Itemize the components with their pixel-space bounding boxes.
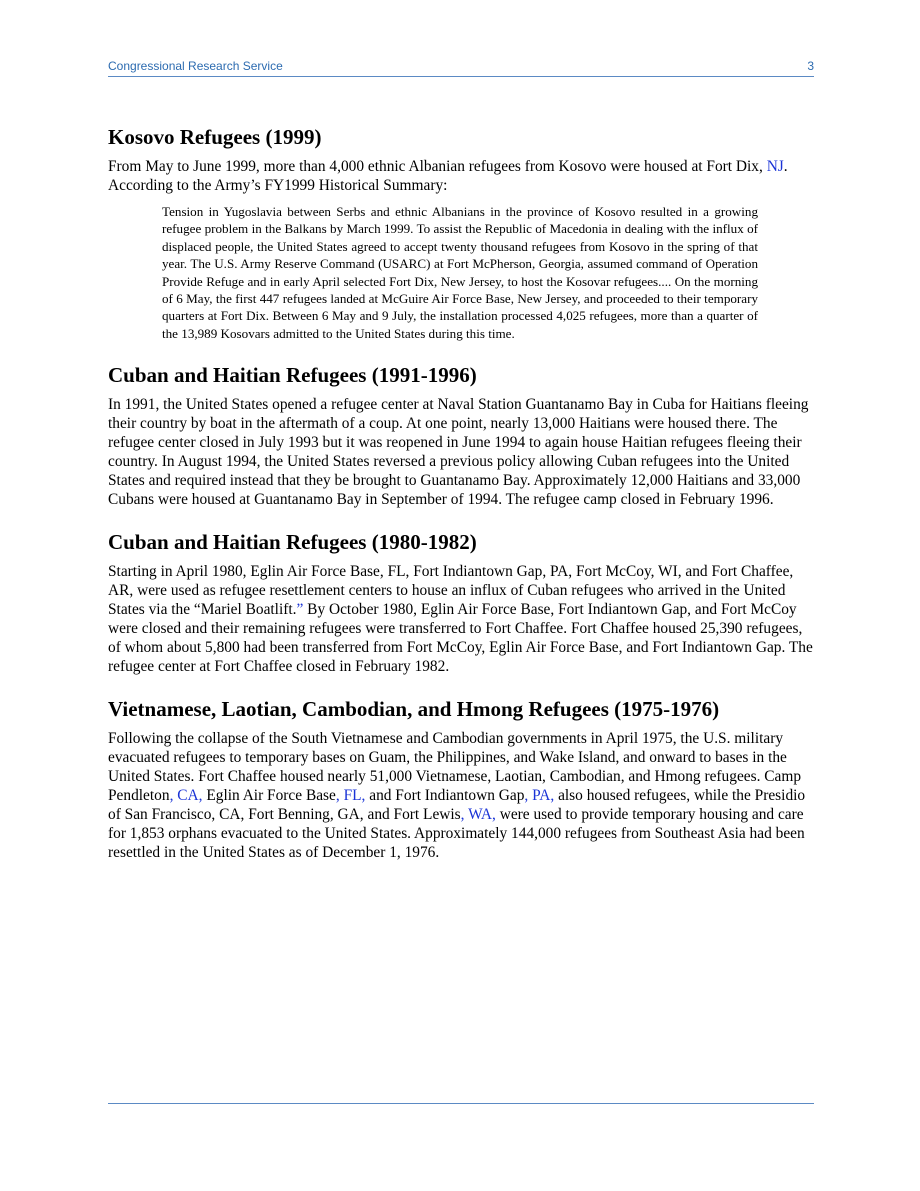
footer-rule bbox=[108, 1103, 814, 1104]
section-paragraph: In 1991, the United States opened a refugee center at Naval Station Guantanamo Bay in Cuba for Haitians fleeing their country by boat in the aftermath of a coup. At one point, nearly 13,000 Haitians were housed there. The refugee center closed in July 1993 but it was reopened in June 1994 to again house Haitian refugees fleeing their country. In August 1994, the United States reversed a previous policy allowing Cuban refugees into the United States and required instead that they be brought to Guantanamo Bay. Approximately 12,000 Haitians and 33,000 Cubans were housed at Guantanamo Bay in September of 1994. The refugee camp closed in February 1996. bbox=[108, 396, 809, 509]
state-link[interactable]: , WA, bbox=[460, 806, 496, 824]
section-cuban-haitian-1991 bbox=[108, 362, 814, 509]
page-header bbox=[108, 58, 814, 77]
paragraph-text: Eglin Air Force Base bbox=[202, 787, 336, 805]
state-link[interactable]: , PA, bbox=[524, 787, 555, 805]
section-cuban-haitian-1980 bbox=[108, 529, 814, 676]
state-link[interactable]: , FL, bbox=[335, 787, 366, 805]
paragraph-text: Starting in April 1980, Eglin Air Force Base, FL, Fort Indiantown Gap, PA, Fort McCoy, WI, and Fort Chaffee, AR, were used as refugee resettlement centers to house an influx of Cuban refugees who arrived in the United States via the “Mariel Boatlift. bbox=[108, 563, 794, 619]
block-quote: Tension in Yugoslavia between Serbs and ethnic Albanians in the province of Kosovo resulted in a growing refugee problem in the Balkans by March 1999. To assist the Republic of Macedonia in dealing with the influx of displaced people, the United States agreed to accept twenty thousand refugees from Kosovo in the spring of that year. The U.S. Army Reserve Command (USARC) at Fort McPherson, Georgia, assumed command of Operation Provide Refuge and in early April selected Fort Dix, New Jersey, to host the Kosovar refugees.... On the morning of 6 May, the first 447 refugees landed at McGuire Air Force Base, New Jersey, and proceeded to their temporary quarters at Fort Dix. Between 6 May and 9 July, the installation processed 4,025 refugees, more than a quarter of the 13,989 Kosovars admitted to the United States during this time. bbox=[162, 204, 758, 341]
section-heading: Kosovo Refugees (1999) bbox=[108, 125, 322, 149]
page-number: 3 bbox=[807, 59, 814, 73]
section-kosovo bbox=[108, 124, 814, 342]
section-heading: Cuban and Haitian Refugees (1980-1982) bbox=[108, 530, 477, 555]
paragraph-text: From May to June 1999, more than 4,000 ethnic Albanian refugees from Kosovo were housed at Fort Dix, bbox=[108, 158, 767, 175]
section-heading: Vietnamese, Laotian, Cambodian, and Hmong Refugees (1975-1976) bbox=[108, 697, 720, 722]
section-heading: Cuban and Haitian Refugees (1991-1996) bbox=[108, 363, 477, 388]
document-body bbox=[108, 124, 814, 882]
state-link[interactable]: , CA, bbox=[169, 787, 203, 805]
section-paragraph bbox=[108, 562, 814, 676]
paragraph-text: also housed refugees, while the Presidio of San Francisco, CA, Fort Benning, GA, and Fort Lewis bbox=[108, 787, 806, 824]
header-org-name: Congressional Research Service bbox=[108, 59, 283, 73]
paragraph-text: and Fort Indiantown Gap bbox=[365, 787, 525, 805]
state-link[interactable]: NJ bbox=[766, 158, 784, 175]
section-paragraph bbox=[108, 157, 814, 195]
paragraph-text: Following the collapse of the South Vietnamese and Cambodian governments in April 1975, the U.S. military evacuated refugees to temporary bases on Guam, the Philippines, and Wake Island, and onward to bases in the United States. Fort Chaffee housed nearly 51,000 Vietnamese, Laotian, Cambodian, and Hmong refugees. Camp Pendleton bbox=[108, 730, 802, 805]
paragraph-text: were used to provide temporary housing and care for 1,853 orphans evacuated to the United States. Approximately 144,000 refugees from Southeast Asia had been resettled in the United States as of December 1, 1976. bbox=[108, 806, 805, 862]
section-southeast-asia bbox=[108, 696, 814, 862]
paragraph-text: . According to the Army’s FY1999 Historical Summary: bbox=[108, 158, 788, 194]
quote-link[interactable]: ” bbox=[296, 601, 304, 619]
section-paragraph bbox=[108, 729, 814, 862]
paragraph-text: By October 1980, Eglin Air Force Base, Fort Indiantown Gap, and Fort McCoy were closed and their remaining refugees were transferred to Fort Chaffee. Fort Chaffee housed 25,390 refugees, of whom about 5,800 had been transferred from Fort McCoy, Eglin Air Force Base, and Fort Indiantown Gap. The refugee center at Fort Chaffee closed in February 1982. bbox=[108, 601, 813, 676]
